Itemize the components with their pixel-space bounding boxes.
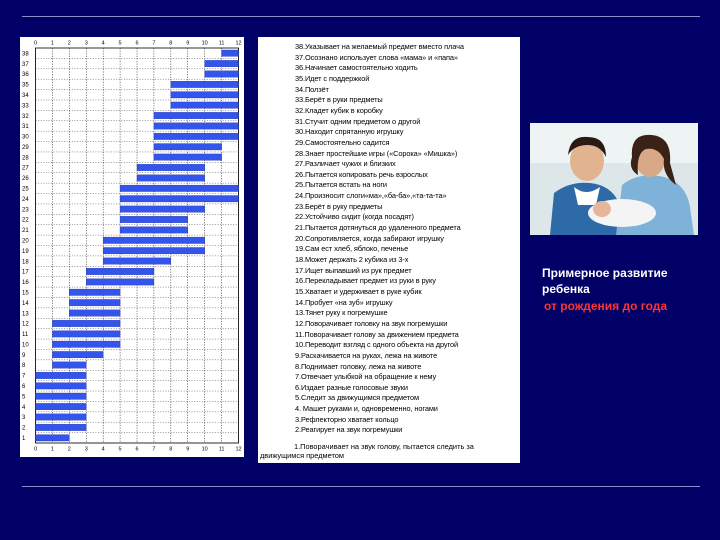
bar	[103, 247, 204, 253]
x-tick-label-bottom: 11	[218, 446, 225, 453]
x-tick-label-top: 4	[101, 40, 105, 47]
milestone-item: 19.Сам ест хлеб, яблоко, печенье	[295, 244, 409, 254]
bar	[103, 258, 171, 264]
bar	[36, 372, 87, 378]
y-tick-label: 31	[22, 124, 29, 131]
bar	[120, 216, 188, 222]
bar	[154, 123, 239, 129]
y-tick-label: 2	[22, 425, 26, 432]
bar	[103, 237, 204, 243]
bar	[36, 393, 87, 399]
bar	[120, 206, 205, 212]
bar	[205, 71, 239, 77]
milestone-item: 9.Раскачивается на руках, лежа на животе	[295, 350, 438, 360]
bar	[36, 403, 87, 409]
y-tick-label: 1	[22, 436, 26, 443]
bar	[120, 227, 188, 233]
parents-with-newborn-photo	[530, 123, 698, 235]
bar	[36, 424, 87, 430]
y-tick-label: 21	[22, 228, 29, 235]
bar	[69, 299, 120, 305]
x-tick-label-top: 12	[235, 40, 242, 47]
y-tick-label: 10	[22, 342, 29, 349]
milestone-item: 29.Самостоятельно садится	[295, 137, 390, 147]
bar	[52, 341, 120, 347]
milestone-item: 4. Машет руками и, одновременно, ногами	[295, 404, 438, 414]
milestone-item: 10.Переводит взгляд с одного объекта на другой	[295, 340, 458, 350]
y-tick-label: 26	[22, 176, 29, 183]
bar	[171, 102, 239, 108]
milestone-item: 20.Сопротивляется, когда забирают игрушку	[295, 233, 444, 243]
y-tick-label: 11	[22, 332, 29, 339]
x-tick-label-top: 10	[201, 40, 208, 47]
y-tick-label: 36	[22, 72, 29, 79]
y-tick-label: 22	[22, 217, 29, 224]
milestone-chart	[20, 37, 244, 457]
milestone-item: 31.Стучит одним предметом о другой	[295, 116, 421, 126]
caption-title	[542, 265, 712, 297]
y-tick-label: 23	[22, 207, 29, 214]
milestone-item: 21.Пытается дотянуться до удаленного предмета	[295, 223, 461, 233]
milestone-item: 35.Идет с поддержкой	[295, 73, 370, 83]
y-tick-label: 5	[22, 394, 26, 401]
milestone-item: 2.Реагирует на звук погремушки	[295, 425, 403, 435]
milestone-item: 6.Издает разные голосовые звуки	[295, 382, 408, 392]
milestone-item: 16.Перекладывает предмет из руки в руку	[295, 276, 436, 286]
bar	[154, 112, 239, 118]
milestone-item: 34.Ползёт	[295, 84, 329, 94]
chart-canvas	[20, 37, 244, 457]
bar	[52, 331, 120, 337]
bar	[69, 310, 120, 316]
y-tick-label: 17	[22, 269, 29, 276]
x-tick-label-bottom: 2	[67, 446, 71, 453]
caption-subtitle: от рождения до года	[544, 299, 668, 313]
bar	[36, 383, 87, 389]
x-tick-label-bottom: 7	[152, 446, 156, 453]
bar	[86, 268, 154, 274]
milestone-item: 5.Следит за движущимся предметом	[295, 393, 419, 403]
x-tick-label-bottom: 1	[50, 446, 54, 453]
x-tick-label-bottom: 10	[201, 446, 208, 453]
x-tick-label-top: 9	[186, 40, 190, 47]
milestone-item: 13.Тянет руку к погремушке	[295, 308, 388, 318]
x-tick-label-top: 1	[50, 40, 54, 47]
milestone-item: 12.Поворачивает головку на звук погремушки	[295, 318, 448, 328]
x-tick-label-top: 5	[118, 40, 122, 47]
y-tick-label: 19	[22, 248, 29, 255]
y-tick-label: 29	[22, 144, 29, 151]
milestone-item: 11.Поворачивает голову за движением предмета	[295, 329, 459, 339]
bar	[154, 154, 222, 160]
milestone-item: 23.Берёт в руку предметы	[295, 201, 383, 211]
x-tick-label-top: 7	[152, 40, 156, 47]
y-tick-label: 35	[22, 82, 29, 89]
caption	[542, 265, 712, 314]
x-tick-label-bottom: 4	[101, 446, 105, 453]
top-divider	[22, 16, 700, 17]
bar	[205, 60, 239, 66]
caption-title-line2: ребенка	[542, 282, 590, 296]
x-tick-label-bottom: 5	[118, 446, 122, 453]
milestone-list	[258, 37, 520, 463]
y-tick-label: 6	[22, 384, 26, 391]
y-tick-label: 24	[22, 196, 29, 203]
y-tick-label: 37	[22, 61, 29, 68]
bar	[36, 414, 87, 420]
bar	[154, 144, 222, 150]
x-tick-label-top: 6	[135, 40, 139, 47]
y-tick-label: 13	[22, 311, 29, 318]
milestone-item: 7.Отвечает улыбкой на обращение к нему	[295, 372, 437, 382]
y-tick-label: 28	[22, 155, 29, 162]
bottom-divider	[22, 486, 700, 487]
milestone-item: 18.Может держать 2 кубика из 3-х	[295, 255, 409, 264]
y-tick-label: 15	[22, 290, 29, 297]
y-tick-label: 14	[22, 300, 29, 307]
bar	[52, 362, 86, 368]
milestone-item: 32.Кладет кубик в коробку	[295, 105, 383, 115]
bar	[52, 351, 103, 357]
milestone-item: 14.Пробует «на зуб» игрушку	[295, 297, 393, 307]
bar	[222, 50, 239, 56]
x-tick-label-bottom: 3	[84, 446, 88, 453]
bar	[171, 92, 239, 98]
bar	[171, 81, 239, 87]
milestone-item: 33.Берёт в руки предметы	[295, 95, 383, 105]
y-tick-label: 8	[22, 363, 26, 370]
x-tick-label-bottom: 0	[33, 446, 38, 453]
bar	[86, 279, 154, 285]
milestone-item: 25.Пытается встать на ноги	[295, 180, 387, 190]
y-tick-label: 3	[22, 415, 26, 422]
x-tick-label-bottom: 8	[169, 446, 173, 453]
x-tick-label-bottom: 6	[135, 446, 139, 453]
caption-title-line1: Примерное развитие	[542, 266, 668, 280]
y-tick-label: 9	[22, 352, 26, 359]
milestone-item: 37.Осознано использует слова «мама» и «папа»	[295, 52, 458, 62]
bar	[154, 133, 239, 139]
y-tick-label: 16	[22, 280, 29, 287]
x-tick-label-bottom: 9	[186, 446, 190, 453]
milestone-item: 8.Поднимает головку, лежа на животе	[295, 361, 422, 371]
y-tick-label: 12	[22, 321, 29, 328]
milestone-item: 26.Пытается копировать речь взрослых	[295, 169, 428, 179]
x-tick-label-bottom: 12	[235, 446, 242, 453]
bar	[120, 196, 238, 202]
milestone-item: 36.Начинает самостоятельно ходить	[295, 63, 418, 73]
milestone-1-line2: движущимся предметом	[260, 451, 344, 460]
milestone-1-line1: 1.Поворачивает на звук голову, пытается следить за	[294, 442, 474, 451]
milestone-item: 24.Произносит слоги«ма»,«ба-ба»,«та-та-та»	[295, 191, 447, 201]
y-tick-label: 20	[22, 238, 29, 245]
milestone-item: 28.Знает простейшие игры («Сорока» «Мишка»)	[295, 148, 458, 158]
x-tick-label-top: 3	[84, 40, 88, 47]
bar	[36, 435, 70, 441]
y-tick-label: 34	[22, 92, 29, 99]
y-tick-label: 27	[22, 165, 29, 172]
milestone-item: 22.Устойчиво сидит (когда посадят)	[295, 212, 414, 222]
bar	[120, 185, 238, 191]
x-tick-label-top: 11	[218, 40, 225, 47]
milestone-item: 3.Рефлекторно хватает кольцо	[295, 414, 399, 424]
milestone-item: 38.Указывает на желаемый предмет вместо плача	[295, 42, 464, 51]
x-tick-label-top: 8	[169, 40, 173, 47]
y-tick-label: 30	[22, 134, 29, 141]
bar	[137, 175, 205, 181]
y-tick-label: 33	[22, 103, 29, 110]
y-tick-label: 32	[22, 113, 29, 120]
y-tick-label: 25	[22, 186, 29, 193]
x-tick-label-top: 0	[33, 40, 38, 47]
milestone-item: 27.Различает чужих и близких	[295, 159, 396, 169]
bar	[52, 320, 120, 326]
y-tick-label: 4	[22, 404, 26, 411]
y-tick-label: 18	[22, 259, 29, 266]
x-tick-label-top: 2	[67, 40, 71, 47]
bar	[137, 164, 205, 170]
y-tick-label: 7	[22, 373, 26, 380]
bar	[69, 289, 120, 295]
milestone-item: 30.Находит спрятанную игрушку	[295, 127, 404, 137]
y-tick-label: 38	[22, 51, 29, 58]
milestone-item: 17.Ищет выпавший из рук предмет	[295, 265, 412, 275]
milestone-item: 15.Хватает и удерживает в руке кубик	[295, 286, 422, 296]
